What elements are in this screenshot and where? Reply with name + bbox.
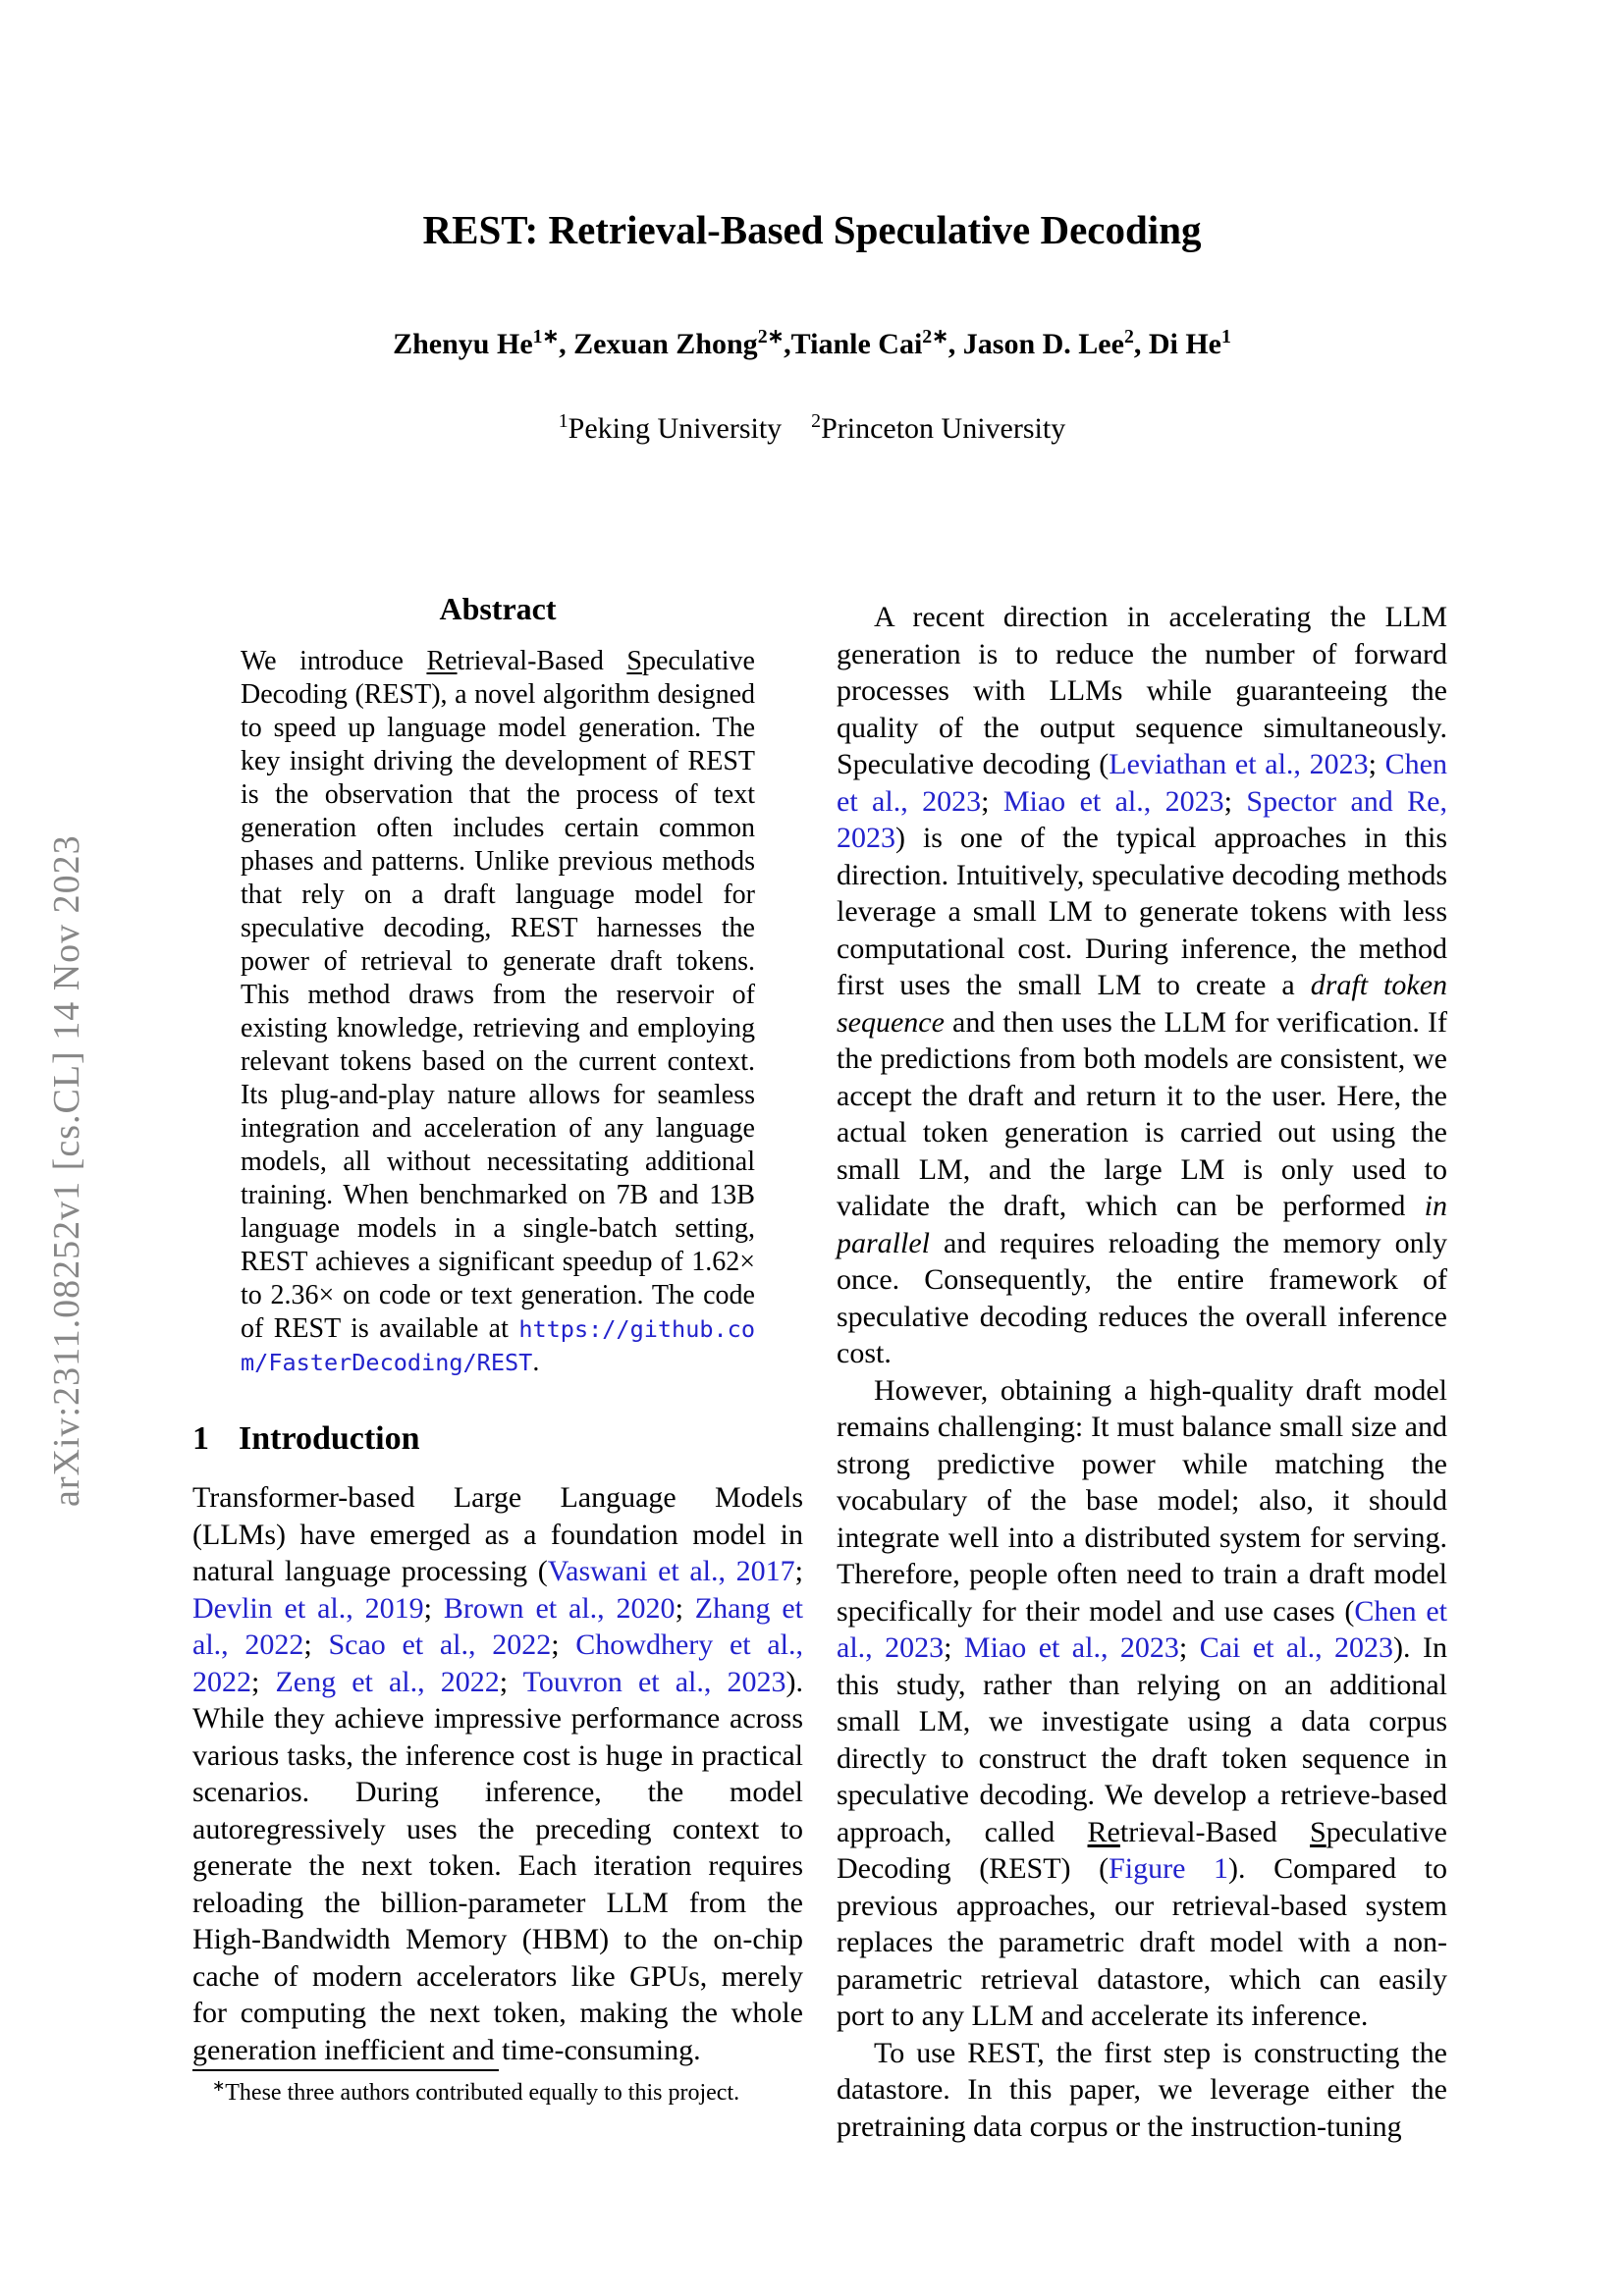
text-segment: , Jason D. Lee <box>947 328 1124 360</box>
citation-link[interactable]: Chowdhery et al., 2022 <box>192 1629 803 1698</box>
citation-link[interactable]: Zhang et al., 2022 <box>192 1591 803 1661</box>
text-segment: peculative Decoding (REST), a novel algorithm designed to speed up language model generation. The key insight driving the development of REST is the observation that the process of text generation often includes certain common phases and patterns. Unlike previous methods that rely on a draft language model for speculative decoding, REST harnesses the power of retrieval to generate draft tokens. This method draws from the reservoir of existing knowledge, retrieving and employing relevant tokens based on the current context. Its plug-and-play nature allows for seamless integration and acceleration of any language models, all without necessitating additional training. When benchmarked on 7B and 13B language models in a single-batch setting, REST achieves a significant speedup of 1.62× to 2.36× on code or text generation. The code of REST is available at <box>241 646 755 1344</box>
section-heading-introduction <box>192 1420 803 1458</box>
citation-link[interactable]: Touvron et al., 2023 <box>522 1665 786 1698</box>
text-segment: ∗ <box>212 2078 226 2095</box>
text-segment: ) is one of the typical approaches in this direction. Intuitively, speculative decoding methods leverage a small LM to generate tokens with less computational cost. During inference, the method first uses the small LM to create a <box>837 822 1447 1001</box>
right-paragraph-2 <box>837 1372 1447 2035</box>
text-segment: and requires reloading the memory only once. Consequently, the entire framework of speculative decoding reduces the overall inference cost. <box>837 1226 1447 1369</box>
citation-link[interactable]: Brown et al., 2020 <box>443 1591 676 1625</box>
citation-link[interactable]: Vaswani et al., 2017 <box>547 1555 795 1587</box>
text-segment: 1 <box>558 410 568 432</box>
text-segment: ; <box>303 1629 329 1661</box>
footnote-rule <box>192 2069 499 2071</box>
footnote-text <box>192 2079 803 2108</box>
text-segment: ). In this study, rather than relying on an additional small LM, we investigate using a data corpus directly to construct the draft token sequence in speculative decoding. We develop a retrieve-based approach, called <box>837 1631 1447 1848</box>
text-segment: ; <box>551 1629 576 1661</box>
text-segment: S <box>1310 1815 1326 1848</box>
text-segment: peculative Decoding (REST) ( <box>837 1815 1447 1885</box>
text-segment: , Di He <box>1133 328 1221 360</box>
intro-paragraph-1 <box>192 1479 803 2068</box>
text-segment: S <box>626 646 642 676</box>
right-paragraph-3 <box>837 2035 1447 2146</box>
abstract-text <box>192 645 803 1379</box>
section-title: Introduction <box>239 1420 420 1457</box>
text-segment: ; <box>423 1591 444 1625</box>
text-segment: Peking University <box>568 412 783 445</box>
text-segment: ; <box>499 1665 523 1698</box>
left-column-body <box>192 1479 803 2068</box>
section-number: 1 <box>192 1420 209 1457</box>
url-link[interactable]: https://github.com/FasterDecoding/REST <box>241 1315 755 1376</box>
citation-link[interactable]: Chen et al., 2023 <box>837 748 1447 818</box>
text-segment: 1 <box>1220 326 1231 347</box>
text-segment: draft token sequence <box>837 969 1448 1039</box>
citation-link[interactable]: Zeng et al., 2022 <box>275 1665 500 1698</box>
text-segment: 2 <box>1123 326 1134 347</box>
text-segment: We introduce <box>241 646 427 676</box>
text-segment: 1∗ <box>532 326 560 347</box>
arxiv-stamp: arXiv:2311.08252v1 [cs.CL] 14 Nov 2023 <box>46 834 87 1507</box>
text-segment: , Zexuan Zhong <box>559 328 758 360</box>
citation-link[interactable]: Figure 1 <box>1109 1852 1229 1885</box>
citation-link[interactable]: Miao et al., 2023 <box>963 1631 1179 1664</box>
text-segment: 2∗ <box>922 326 948 347</box>
citation-link[interactable]: Scao et al., 2022 <box>328 1629 552 1661</box>
text-segment: However, obtaining a high-quality draft model remains challenging: It must balance small size and strong predictive power while matching the vocabulary of the base model; also, it should integrate well into a distributed system for serving. Therefore, people often need to train a draft model specifically for their model and use cases ( <box>837 1373 1447 1628</box>
text-segment: Transformer-based Large Language Models (LLMs) have emerged as a foundation model in natural language processing ( <box>192 1481 803 1587</box>
text-segment: Zhenyu He <box>393 328 533 360</box>
text-segment <box>782 412 811 445</box>
text-segment: Re <box>426 646 458 676</box>
text-segment: 2∗ <box>757 326 785 347</box>
citation-link[interactable]: Leviathan et al., 2023 <box>1109 748 1369 780</box>
text-segment: A recent direction in accelerating the LLM generation is to reduce the number of forward processes with LLMs while guaranteeing the quality of the output sequence simultaneously. Speculative decoding ( <box>837 601 1447 780</box>
right-column <box>837 599 1447 2145</box>
text-segment: ; <box>675 1591 695 1625</box>
text-segment: ; <box>251 1665 276 1698</box>
text-segment: ; <box>981 784 1003 818</box>
authors-line <box>0 328 1624 361</box>
paper-title: REST: Retrieval-Based Speculative Decoding <box>422 207 1202 252</box>
text-segment: ). Compared to previous approaches, our retrieval-based system replaces the parametric draft model with a non-parametric retrieval datastore, which can easily port to any LLM and accelerate its inference. <box>837 1852 1448 2032</box>
text-segment: . <box>532 1347 540 1377</box>
citation-link[interactable]: Spector and Re, 2023 <box>837 784 1447 854</box>
citation-link[interactable]: Cai et al., 2023 <box>1199 1631 1394 1664</box>
right-paragraph-1 <box>837 599 1447 1372</box>
text-segment: Princeton University <box>821 412 1066 445</box>
text-segment: These three authors contributed equally to this project. <box>225 2080 740 2106</box>
affiliations-line <box>0 412 1624 446</box>
citation-link[interactable]: Devlin et al., 2019 <box>192 1591 424 1625</box>
text-segment: ; <box>1178 1631 1200 1664</box>
text-segment: ; <box>944 1631 964 1664</box>
text-segment: Re <box>1087 1815 1120 1848</box>
text-segment: 2 <box>811 410 822 432</box>
text-segment: ; <box>1223 784 1247 818</box>
text-segment: trieval-Based <box>1119 1815 1311 1848</box>
text-segment: ). While they achieve impressive performance across various tasks, the inference cost is huge in practical scenarios. During inference, the model autoregressively uses the preceding context to generate the next token. Each iteration requires reloading the billion-parameter LLM from the High-Bandwidth Memory (HBM) to the on-chip cache of modern accelerators like GPUs, merely for computing the next token, making the whole generation inefficient and time-consuming. <box>192 1665 803 2066</box>
citation-link[interactable]: Miao et al., 2023 <box>1002 784 1224 818</box>
text-segment: ; <box>1368 748 1385 780</box>
abstract-heading: Abstract <box>439 591 557 626</box>
citation-link[interactable]: Chen et al., 2023 <box>837 1594 1447 1664</box>
text-segment: and then uses the LLM for verification. If the predictions from both models are consistent, we accept the draft and return it to the user. Here, the actual token generation is carried out using the small LM, and the large LM is only used to validate the draft, which can be performed <box>837 1005 1447 1222</box>
footnote <box>192 2069 803 2108</box>
text-segment: ,Tianle Cai <box>784 328 923 360</box>
text-segment: trieval-Based <box>457 646 627 676</box>
text-segment: in parallel <box>837 1190 1447 1259</box>
text-segment: ; <box>794 1555 804 1587</box>
text-segment: To use REST, the first step is constructing the datastore. In this paper, we leverage either the pretraining data corpus or the instruction-tuning <box>837 2036 1447 2143</box>
